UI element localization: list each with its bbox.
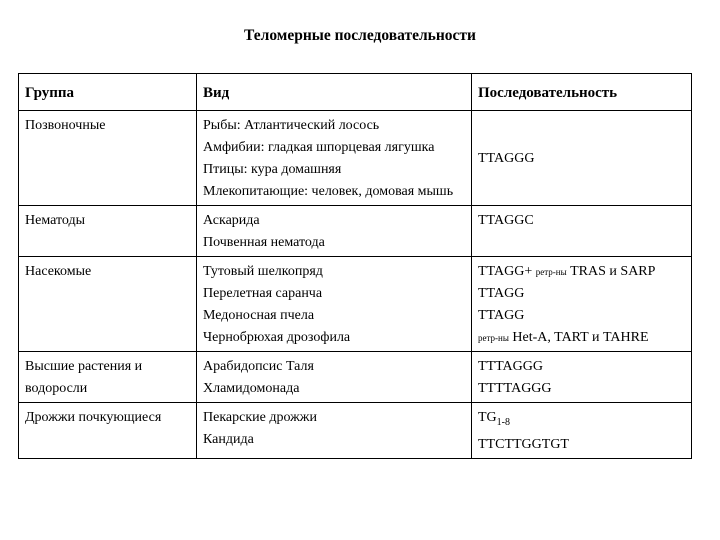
species-item: Хламидомонада <box>203 381 300 396</box>
species-item: Млекопитающие: человек, домовая мышь <box>203 184 454 199</box>
species-item: Перелетная саранча <box>203 286 323 301</box>
header-group: Группа <box>19 74 197 111</box>
sequence-cell <box>472 403 692 459</box>
species-item: Аскарида <box>203 213 260 228</box>
group-cell: Нематоды <box>19 206 197 257</box>
species-item: Чернобрюхая дрозофила <box>203 330 351 345</box>
sequence-cell <box>472 352 692 403</box>
page-title: Теломерные последовательности <box>244 27 476 44</box>
species-item: Арабидопсис Таля <box>203 359 314 374</box>
sequence-line: TTAGG <box>478 286 525 301</box>
retrotransposon-names: TRAS и SARP <box>570 264 656 279</box>
group-cell: Позвоночные <box>19 111 197 206</box>
sequence-text: TG <box>478 410 497 425</box>
species-cell <box>197 206 472 257</box>
header-sequence: Последовательность <box>472 74 692 111</box>
retrotransposon-label: ретр-ны <box>535 267 567 277</box>
header-species: Вид <box>197 74 472 111</box>
species-cell <box>197 352 472 403</box>
species-cell <box>197 111 472 206</box>
sequence-line: TTTAGGG <box>478 359 543 374</box>
table-row <box>19 111 692 206</box>
sequence-line: TTTTAGGG <box>478 381 552 396</box>
table-row <box>19 257 692 352</box>
table-row <box>19 403 692 459</box>
repeat-subscript: 1-8 <box>496 416 511 428</box>
sequence-line: TTCTTGGTGT <box>478 436 569 452</box>
species-cell <box>197 403 472 459</box>
species-item: Почвенная нематода <box>203 235 325 250</box>
sequence-text: TTAGG+ <box>478 264 533 279</box>
table-row <box>19 206 692 257</box>
group-cell: Насекомые <box>19 257 197 352</box>
sequence-line: TTAGG <box>478 308 525 323</box>
sequence-line <box>478 407 685 434</box>
species-item: Медоносная пчела <box>203 308 315 323</box>
sequence-cell: TTAGGC <box>472 206 692 257</box>
telomere-table <box>18 73 692 459</box>
sequence-line <box>478 327 685 349</box>
sequence-cell <box>472 257 692 352</box>
species-item: Птицы: кура домашняя <box>203 162 342 177</box>
sequence-cell: TTAGGG <box>472 111 692 206</box>
table-row <box>19 352 692 403</box>
species-item: Тутовый шелкопряд <box>203 264 323 279</box>
species-cell <box>197 257 472 352</box>
group-cell: Дрожжи почкующиеся <box>19 403 197 459</box>
table-header-row <box>19 74 692 111</box>
species-item: Амфибии: гладкая шпорцевая лягушка <box>203 140 435 155</box>
group-cell: Высшие растения и водоросли <box>19 352 197 403</box>
retrotransposon-names: Het-A, TART и TAHRE <box>512 330 649 345</box>
species-item: Рыбы: Атлантический лосось <box>203 118 380 133</box>
species-item: Кандида <box>203 432 254 447</box>
sequence-line <box>478 261 685 283</box>
retrotransposon-label: ретр-ны <box>478 333 509 343</box>
species-item: Пекарские дрожжи <box>203 410 317 425</box>
